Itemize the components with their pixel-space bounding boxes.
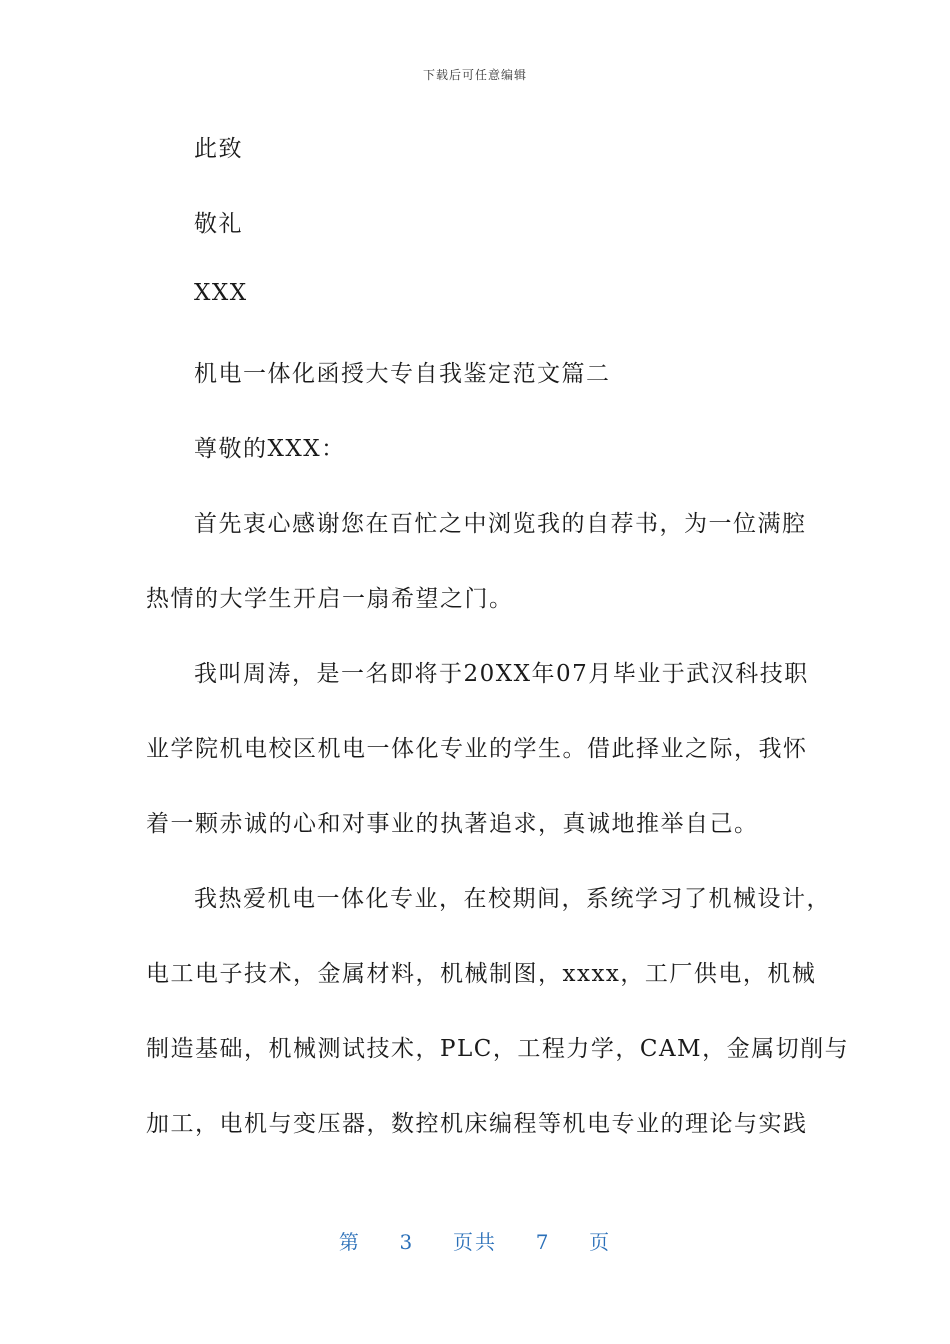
paragraph-line: 我热爱机电一体化专业，在校期间，系统学习了机械设计， xyxy=(194,886,831,912)
paragraph-line: 首先衷心感谢您在百忙之中浏览我的自荐书，为一位满腔 xyxy=(194,511,807,537)
signature-line: XXX xyxy=(194,280,248,306)
paragraph-line: 热情的大学生开启一扇希望之门。 xyxy=(146,586,514,612)
total-page-count: 7 xyxy=(535,1230,551,1254)
closing-line: 此致 xyxy=(194,136,243,162)
greeting-line: 尊敬的XXX： xyxy=(194,436,346,462)
paragraph-line: 加工，电机与变压器，数控机床编程等机电专业的理论与实践 xyxy=(146,1111,808,1137)
paragraph-line: 我叫周涛，是一名即将于20XX年07月毕业于武汉科技职 xyxy=(194,661,809,687)
current-page-number: 3 xyxy=(399,1230,415,1254)
salutation-line: 敬礼 xyxy=(194,211,243,237)
footer-prefix: 第 xyxy=(338,1230,361,1254)
section-title: 机电一体化函授大专自我鉴定范文篇二 xyxy=(194,361,611,387)
paragraph-line: 电工电子技术，金属材料，机械制图，xxxx，工厂供电，机械 xyxy=(146,961,817,987)
paragraph-line: 着一颗赤诚的心和对事业的执著追求，真诚地推举自己。 xyxy=(146,811,759,837)
footer-suffix: 页 xyxy=(589,1230,612,1254)
paragraph-line: 制造基础，机械测试技术，PLC，工程力学，CAM，金属切削与 xyxy=(146,1036,850,1062)
footer-middle: 页共 xyxy=(453,1230,497,1254)
page-header: 下载后可任意编辑 xyxy=(422,68,527,82)
page-footer xyxy=(0,1226,950,1255)
paragraph-line: 业学院机电校区机电一体化专业的学生。借此择业之际，我怀 xyxy=(146,736,808,762)
